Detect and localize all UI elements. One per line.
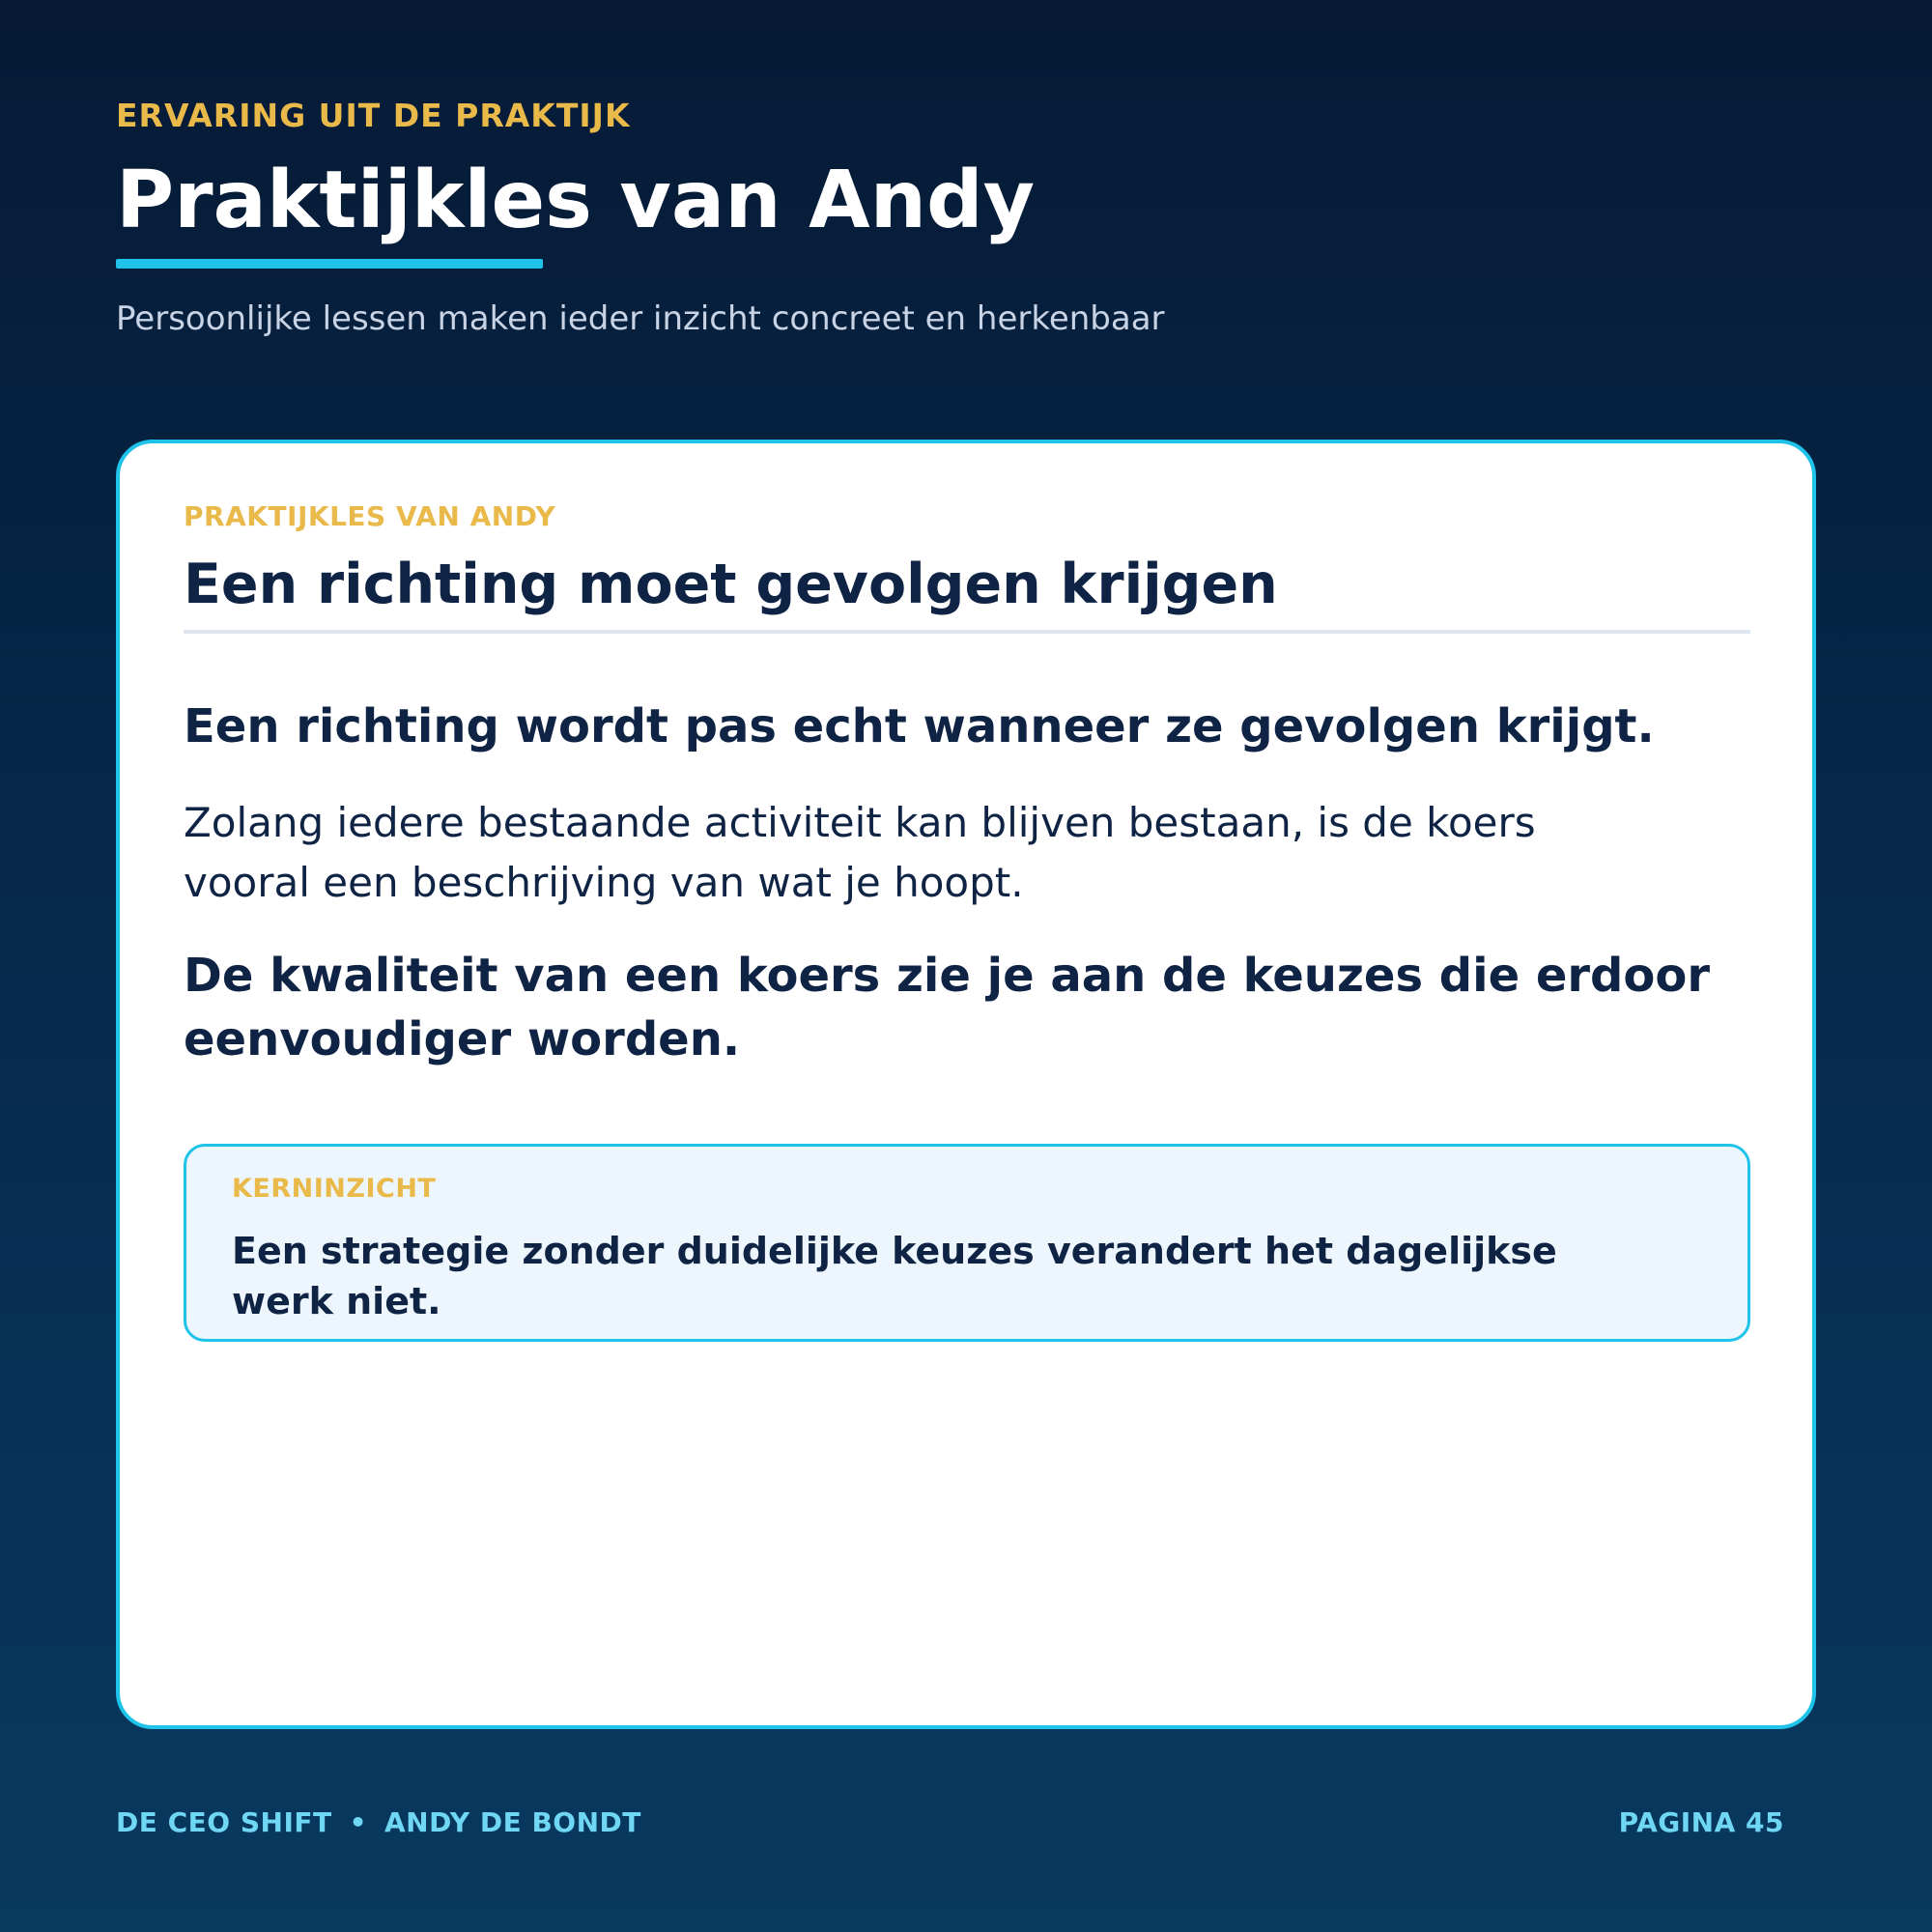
emphasis-statement: De kwaliteit van een koers zie je aan de keuzes die erdoor eenvoudiger worden. xyxy=(184,949,1711,1066)
page-title: Praktijkles van Andy xyxy=(116,155,1036,246)
lesson-card xyxy=(116,440,1816,1729)
card-divider xyxy=(184,630,1750,634)
body-paragraph: Zolang iedere bestaande activiteit kan blijven bestaan, is de koers vooral een beschrijving van wat je hoopt. xyxy=(184,799,1536,906)
key-insight-text: Een strategie zonder duidelijke keuzes verandert het dagelijkse werk niet. xyxy=(232,1230,1557,1322)
page-subtitle: Persoonlijke lessen maken ieder inzicht concreet en herkenbaar xyxy=(116,299,1165,338)
footer-credits xyxy=(116,1805,641,1840)
key-insight-box xyxy=(184,1144,1750,1342)
card-eyebrow: PRAKTIJKLES VAN ANDY xyxy=(184,500,556,532)
footer-author: ANDY DE BONDT xyxy=(384,1806,641,1838)
footer-separator: • xyxy=(349,1806,367,1838)
section-eyebrow: ERVARING UIT DE PRAKTIJK xyxy=(116,97,631,134)
lead-statement: Een richting wordt pas echt wanneer ze gevolgen krijgt. xyxy=(184,699,1655,753)
title-underline xyxy=(116,259,543,269)
footer-book-title: DE CEO SHIFT xyxy=(116,1806,332,1838)
page-number: PAGINA 45 xyxy=(1618,1806,1784,1838)
key-insight-label: KERNINZICHT xyxy=(232,1174,437,1204)
card-title: Een richting moet gevolgen krijgen xyxy=(184,553,1278,616)
